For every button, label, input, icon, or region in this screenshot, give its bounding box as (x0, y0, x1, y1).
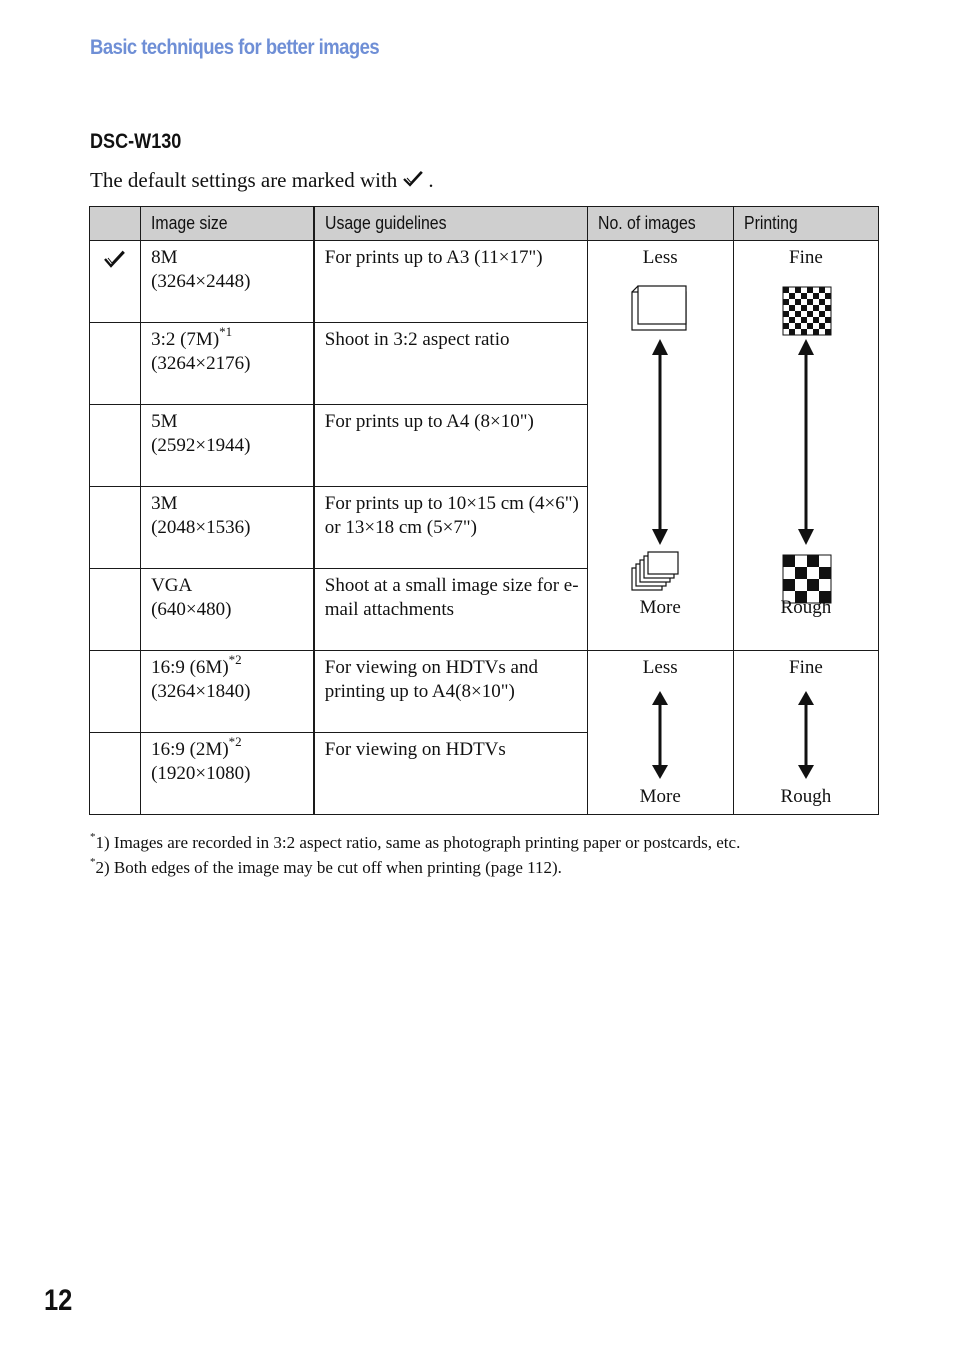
footnote-1: *1) Images are recorded in 3:2 aspect ratio, same as photograph printing paper or postcards, etc. (90, 831, 741, 852)
footnote-2: *2) Both edges of the image may be cut off when printing (page 112). (90, 856, 562, 877)
print-rough-label: Rough (780, 597, 832, 618)
rough-quality-pattern-icon (783, 555, 831, 603)
image-size-cell: 3M (2048×1536) (141, 487, 314, 569)
image-size-cell: 16:9 $(6M)^{*2}$ (3264×1840) (141, 651, 314, 733)
double-arrow-icon (652, 339, 668, 545)
image-size-cell: 16:9 $(2M)^{*2}$ (1920×1080) (141, 733, 314, 815)
print-fine-label: Fine (789, 247, 823, 268)
usage-cell: For prints up to A4 (8×10") (314, 405, 587, 487)
page-number: 12 (44, 1284, 73, 1317)
image-size-table (89, 206, 879, 815)
header-mark (90, 207, 141, 241)
usage-cell: Shoot in 3:2 aspect ratio (314, 323, 587, 405)
printing-range-cell-1 (733, 241, 878, 651)
images-more-label: More (639, 597, 681, 618)
default-mark-cell (90, 569, 141, 651)
header-printing: Printing (733, 207, 878, 241)
header-usage: Usage guidelines (314, 207, 587, 241)
double-arrow-icon (798, 339, 814, 545)
intro-text: The default settings are marked with (90, 167, 398, 192)
header-no-images: No. of images (587, 207, 733, 241)
images-less-label: Less (642, 247, 678, 268)
printing-range-cell-2 (733, 651, 878, 815)
fine-quality-pattern-icon (783, 287, 831, 335)
section-title: Basic techniques for better images (90, 36, 380, 59)
default-mark-cell (90, 323, 141, 405)
table-row (90, 651, 879, 733)
intro-period: . (428, 167, 434, 192)
image-size-cell: 3:2 $(7M)^{*1}$ (3264×2176) (141, 323, 314, 405)
print-fine-label: Fine (789, 657, 823, 678)
intro-line (90, 165, 434, 195)
usage-cell: For prints up to 10×15 cm (4×6") or 13×18 cm (5×7") (314, 487, 587, 569)
image-size-cell: 5M (2592×1944) (141, 405, 314, 487)
default-mark-cell (90, 241, 141, 323)
checkmark-icon (90, 241, 141, 281)
print-rough-label: Rough (780, 786, 832, 807)
image-size-cell: 8M (3264×2448) (141, 241, 314, 323)
usage-cell: Shoot at a small image size for e-mail attachments (314, 569, 587, 651)
image-size-cell: VGA (640×480) (141, 569, 314, 651)
table-row (90, 241, 879, 323)
checkmark-icon (402, 169, 426, 195)
double-arrow-icon (798, 691, 814, 779)
single-image-icon (632, 286, 686, 330)
images-less-label: Less (642, 657, 678, 678)
default-mark-cell (90, 733, 141, 815)
default-mark-cell (90, 487, 141, 569)
usage-cell: For viewing on HDTVs and printing up to A4(8×10") (314, 651, 587, 733)
stacked-images-icon (632, 552, 678, 590)
images-more-label: More (639, 786, 681, 807)
usage-cell: For viewing on HDTVs (314, 733, 587, 815)
images-range-cell-1 (587, 241, 733, 651)
footnotes (90, 830, 740, 880)
table-header-row (90, 207, 879, 241)
images-range-cell-2 (587, 651, 733, 815)
usage-cell: For prints up to A3 (11×17") (314, 241, 587, 323)
model-heading: DSC-W130 (90, 130, 182, 153)
default-mark-cell (90, 405, 141, 487)
header-image-size: Image size (141, 207, 314, 241)
double-arrow-icon (652, 691, 668, 779)
default-mark-cell (90, 651, 141, 733)
